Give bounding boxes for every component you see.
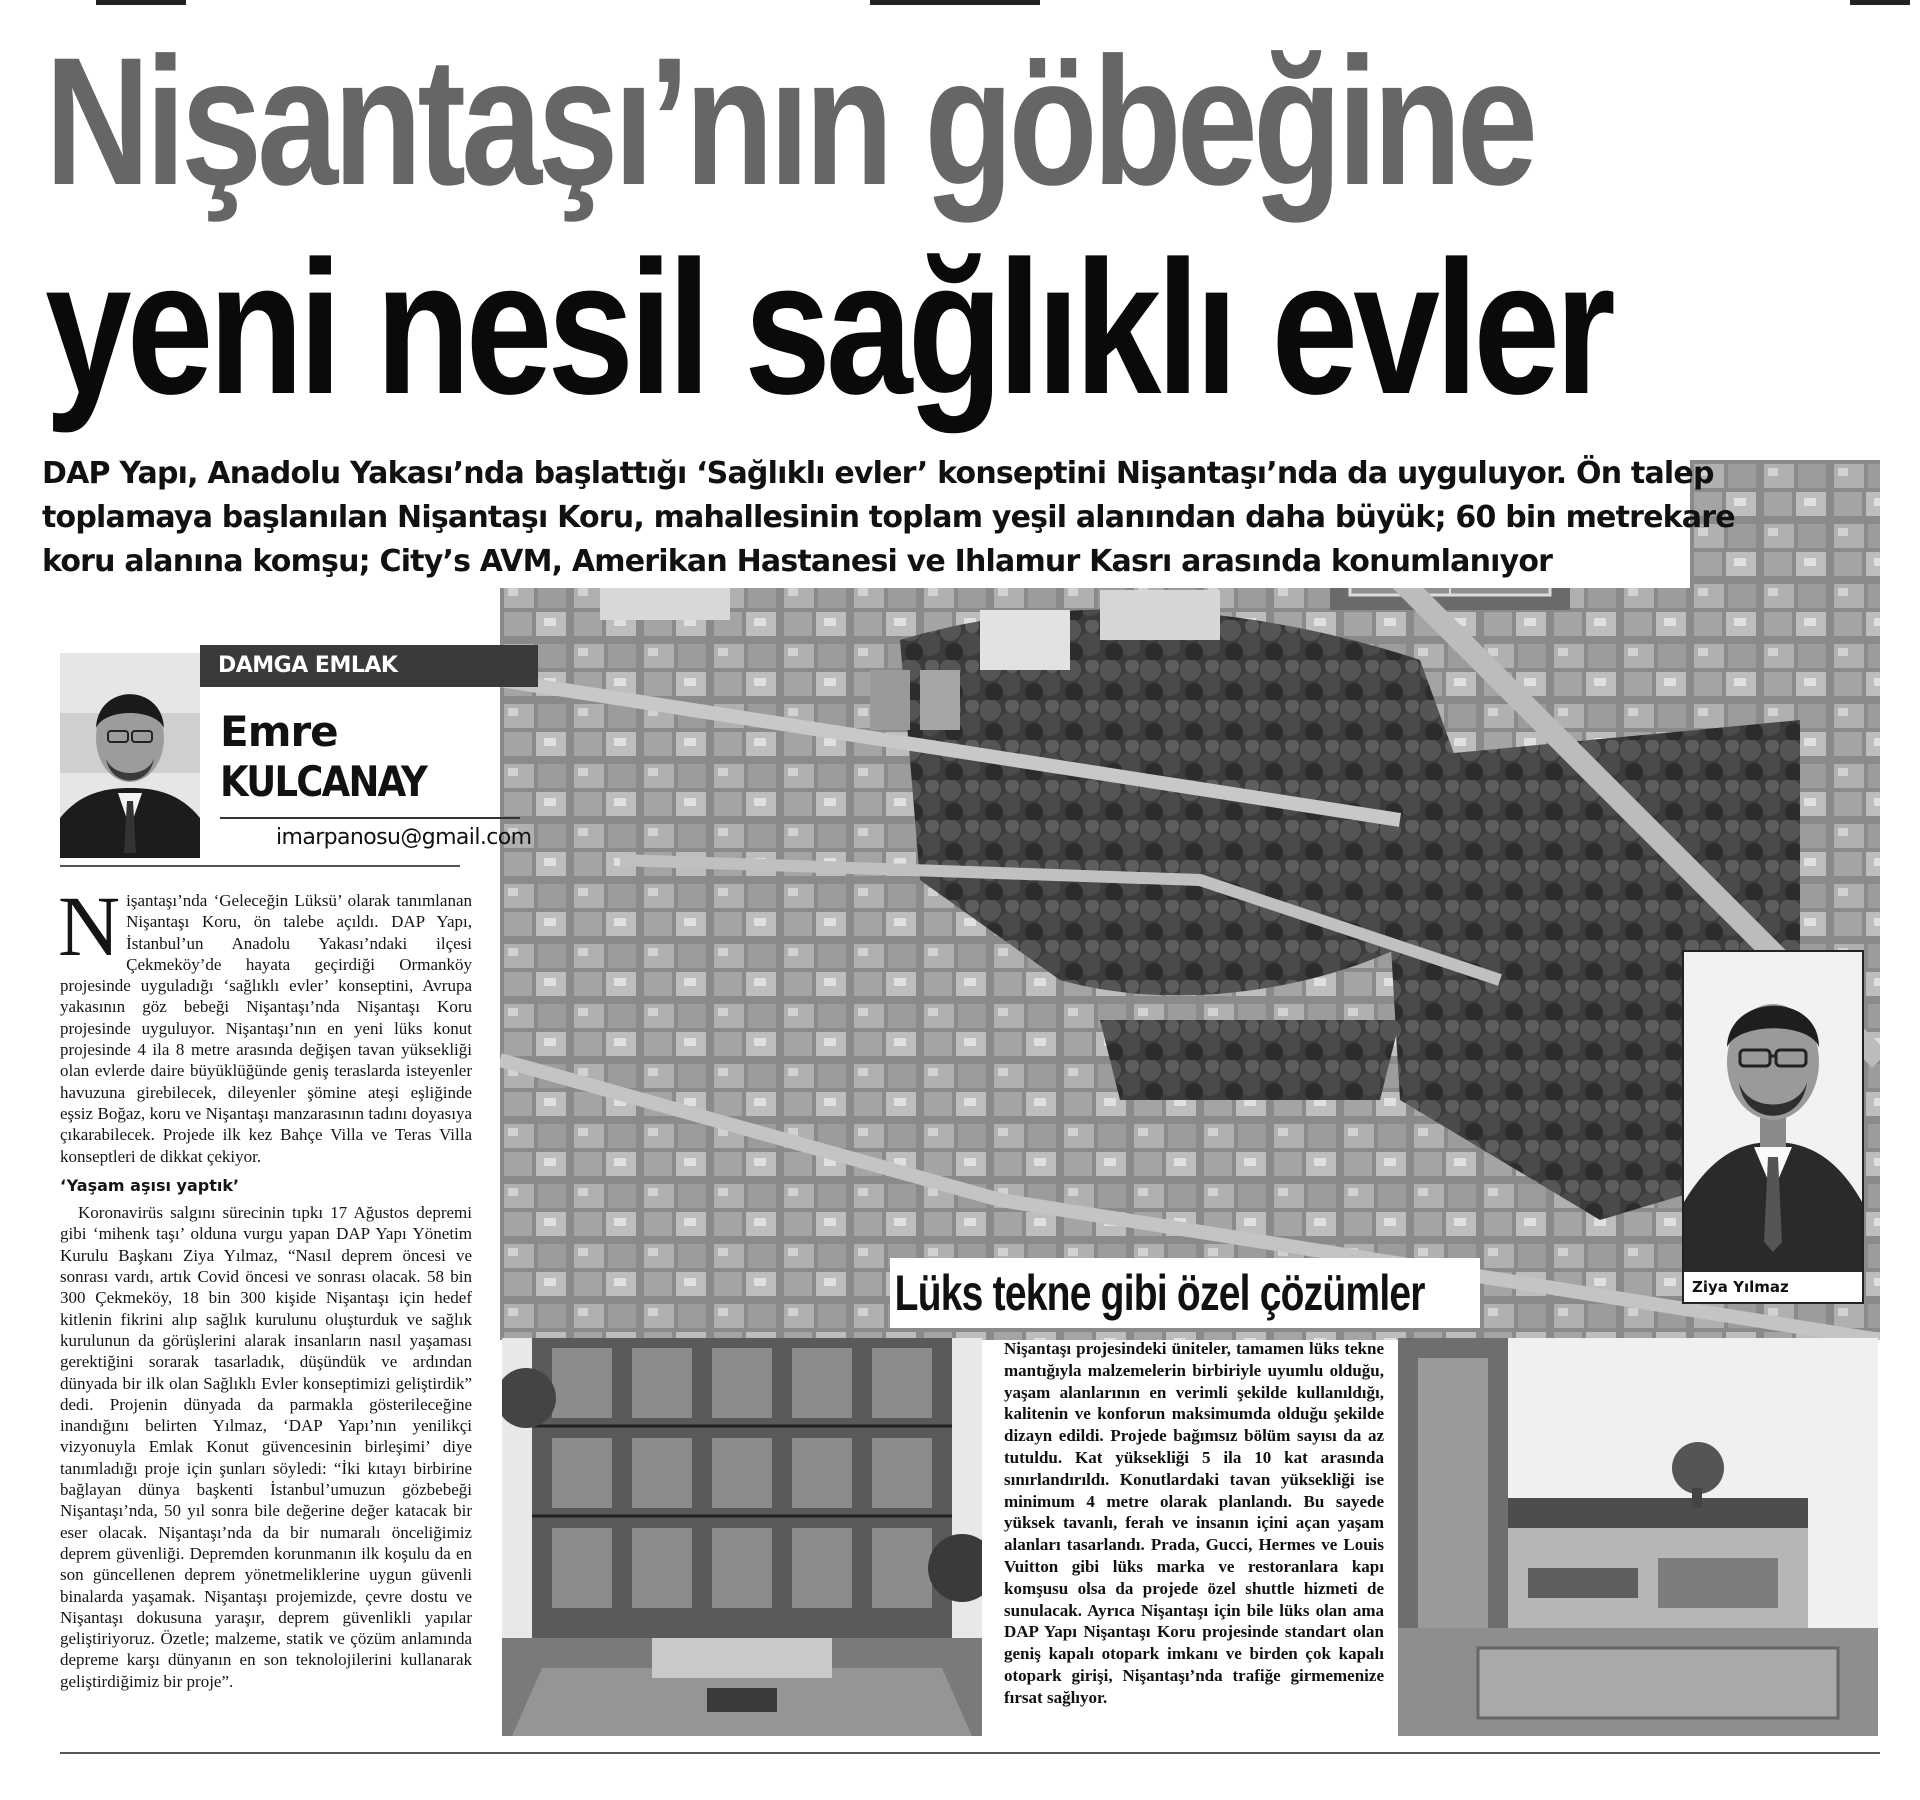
terrace-render-photo xyxy=(1398,1338,1878,1736)
article-paragraph-1 xyxy=(58,878,472,1167)
top-rule-segment xyxy=(1850,0,1910,5)
byline-divider xyxy=(60,865,460,867)
residence-render-graphic xyxy=(502,1338,982,1736)
terrace-render-graphic xyxy=(1398,1338,1878,1736)
article-subhead: ‘Yaşam aşısı yaptık’ xyxy=(60,1175,240,1195)
aerial-photo xyxy=(500,460,1880,1340)
lede-line: DAP Yapı, Anadolu Yakası’nda başlattığı ‘Sağlıklı evler’ konseptini Nişantaşı’nda da uyguluyor. Ön talep xyxy=(42,456,1714,491)
paragraph-text: işantaşı’nda ‘Geleceğin Lüksü’ olarak tanımlanan Nişantaşı Koru, ön talebe açıldı. DAP Yapı, İstanbul’un Anadolu Yakası’ndaki ilçesi Çekmeköy’de hayata geçirdiği Ormanköy projesinde uyguladığı ‘sağlıklı evler’ konseptini, Avrupa yakasının göz bebeği Nişantaşı’nda Nişantaşı Koru projesinde uyguluyor. Nişantaşı’nın en yeni lüks konut projesinde 4 ila 8 metre arasında değişen tavan yüksekliği olan evlerde daire büyüklüğünde geniş teraslarda isteyenler havuzuna girebilecek, dileyenler şömine ateşi eşliğinde eşsiz Boğaz, koru ve Nişantaşı manzarasının tadını doyasıya çıkarabilecek. Projede ilk kez Bahçe Villa ve Teras Villa konseptleri de dikkat çekiyor. xyxy=(60,891,472,1166)
top-rule-segment xyxy=(96,0,186,5)
byline-rule xyxy=(220,817,520,819)
headline-line-2: yeni nesil sağlıklı evler xyxy=(45,222,1611,434)
author-last-name: KULCANAY xyxy=(220,757,426,806)
section-tag: DAMGA EMLAK xyxy=(200,645,538,687)
inset-portrait xyxy=(1682,950,1864,1304)
bottom-rule xyxy=(60,1752,1880,1754)
photo-caption-box xyxy=(890,1258,1480,1328)
inset-caption: Ziya Yılmaz xyxy=(1684,1272,1864,1302)
byline xyxy=(60,645,532,865)
aerial-photo-graphic xyxy=(500,460,1880,1340)
portrait-ziya-yilmaz xyxy=(1684,952,1862,1272)
article-body xyxy=(58,878,472,1692)
author-email[interactable]: imarpanosu@gmail.com xyxy=(276,825,532,850)
lede-line: koru alanına komşu; City’s AVM, Amerikan Hastanesi ve Ihlamur Kasrı arasında konumlanıyor xyxy=(42,544,1553,579)
lede-line: toplamaya başlanılan Nişantaşı Koru, mahallesinin toplam yeşil alanından daha büyük; 60 bin metrekare xyxy=(42,500,1735,535)
article-paragraph-2: Koronavirüs salgını sürecinin tıpkı 17 Ağustos depremi gibi ‘mihenk taşı’ olduna vurgu yapan DAP Yapı Yönetim Kurulu Başkanı Ziya Yılmaz, “Nasıl deprem öncesi ve sonrası vardı, artık Covid öncesi ve sonrası olacak. 58 bin 300 Çekmeköy, 18 bin 300 kişide Nişantaşı için hedef kitlenin fikrini alıp sağlık kurulunu oluşturduk ve sağlık kurulunun da görüşlerini alarak insanların nasıl yaşaması gerektiğini sorarak tasarladık, düşündük ve ardından dünyada bir ilk olan Sağlıklı Evler konseptimizi geliştirdik” dedi. Projenin dünyada da parmakla gösterileceğine inandığını belirten Yılmaz, ‘DAP Yapı’nın yenilikçi vizyonuyla Emlak Konut güvencesinin birleşimi’ diye tanımladığı proje için şunları söyledi: “İki kıtayı birbirine bağlayan dünya başkenti İstanbul’umuzun gözbebeği Nişantaşı’nda, 50 yıl sonra bile değerine değer katacak bir eser olacak. Nişantaşı’nda da bir numaralı önceliğimiz deprem güvenliği. Depremden korunmanın ilk koşulu da en son güncellenen deprem yönetmeliklerine uygun güvenli binalarda yaşamak. Nişantaşı projemizde, çevre dostu ve Nişantaşı dokusuna yaraşır, deprem güvenlikli yapılar geliştiriyoruz. Özetle; malzeme, statik ve çözüm anlamında depremе karşı dünyanın en son teknolojilerini kullanarak geliştirdiğimiz bir proje”. xyxy=(60,1203,472,1691)
headline-line-1: Nişantaşı’nın göbeğine xyxy=(45,19,1534,223)
photo-caption: Lüks tekne gibi özel çözümler xyxy=(894,1265,1425,1321)
top-rule xyxy=(0,0,1920,6)
sidebar-text: Nişantaşı projesindeki üniteler, tamamen lüks tekne mantığıyla malzemelerin birbiriyle uyumlu olduğu, yaşam alanlarının en verimli şekilde kullanıldığı, kalitenin ve konforun maksimumda olduğu şekilde dizayn edildi. Projede bağımsız bölüm sayısı da az tutuldu. Kat yüksekliği 5 ila 10 kat arasında sınırlandırıldı. Konutlardaki tavan yüksekliği ise minimum 4 metre olarak planlandı. Bu sayede yüksek tavanlı, ferah ve insanın içini açan yaşam alanları tasarlandı. Prada, Gucci, Hermes ve Louis Vuitton gibi lüks marka ve restoranlara kapı komşusu olsa da projede özel shuttle hizmeti de sunulacak. Ayrıca Nişantaşı için bile lüks olan ama DAP Yapı Nişantaşı Koru projesinde standart olan geniş kapalı otopark imkanı ve birden çok kapalı otopark girişi, Nişantaşı’nda trafiğe girmemenize fırsat sağlıyor. xyxy=(1004,1339,1384,1707)
residence-render-photo xyxy=(502,1338,982,1736)
author-photo xyxy=(60,653,200,858)
top-rule-segment xyxy=(870,0,1040,5)
drop-cap: N xyxy=(58,878,121,974)
author-portrait xyxy=(60,653,200,858)
lede xyxy=(42,452,1735,588)
author-first-name: Emre xyxy=(220,707,338,756)
